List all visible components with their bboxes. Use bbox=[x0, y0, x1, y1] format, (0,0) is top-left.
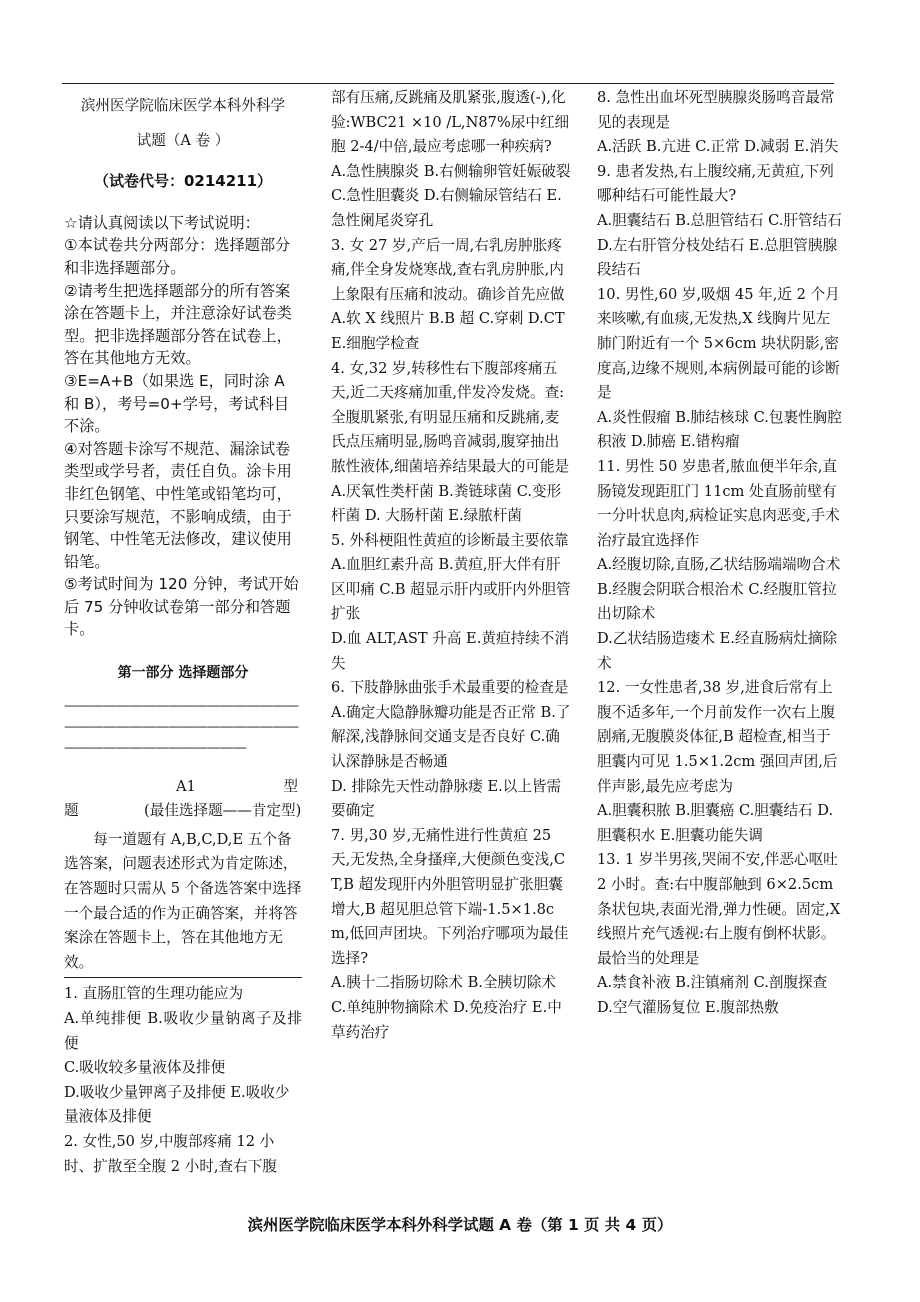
question-options: A.禁食补液 B.注镇痛剂 C.剖腹探查 D.空气灌肠复位 E.腹部热敷 bbox=[597, 974, 828, 1016]
page-footer: 滨州医学院临床医学本科外科学试题 A 卷（第 1 页 共 4 页） bbox=[247, 1216, 673, 1234]
question-stem: 4. 女,32 岁,转移性右下腹部疼痛五天,近二天疼痛加重,伴发冷发烧。查:全腹肌紧张,有明显压痛和反跳痛,麦氏点压痛明显,肠鸣音减弱,腹穿抽出脓性液体,细菌培养结果最大的可能是 bbox=[331, 359, 570, 475]
question-stem: 1. 直肠肛管的生理功能应为 bbox=[64, 985, 244, 1003]
part1-title: 第一部分 选择题部分 bbox=[117, 665, 249, 682]
question-options: A.厌氧性类杆菌 B.粪链球菌 C.变形杆菌 D. 大肠杆菌 E.绿脓杆菌 bbox=[331, 482, 562, 525]
school-title: 滨州医学院临床医学本科外科学 bbox=[80, 97, 286, 114]
question-options: A.胆囊积脓 B.胆囊癌 C.胆囊结石 D.胆囊积水 E.胆囊功能失调 bbox=[597, 802, 834, 844]
question-options: A.活跃 B.亢进 C.正常 D.减弱 E.消失 bbox=[597, 138, 839, 156]
section-instruction: 每一道题有 A,B,C,D,E 五个备选答案，问题表述形式为肯定陈述，在答题时只需从 5 个备选答案中选择一个最合适的作为正确答案，并将答案涂在答题卡上，答在其他地方无效。 bbox=[64, 830, 302, 971]
question-stem: 12. 一女性患者,38 岁,进食后常有上腹不适多年,一个月前发作一次右上腹剧痛,无腹膜炎体征,B 超检查,相当于胆囊内可见 1.5×1.2cm 强回声团,后伴声影,最先应考虑为 bbox=[597, 679, 838, 795]
question-options: D.乙状结肠造瘘术 E.经直肠病灶摘除术 bbox=[597, 630, 838, 672]
header-rule bbox=[62, 83, 834, 84]
dash-line: —————————————— bbox=[64, 739, 246, 756]
instruction-item: ④对答题卡涂写不规范、漏涂试卷类型或学号者，责任自负。涂卡用非红色钢笔、中性笔或铅笔均可，只要涂写规范，不影响成绩，由于钢笔、中性笔无法修改，建议使用铅笔。 bbox=[64, 439, 292, 571]
question-stem: 7. 男,30 岁,无痛性进行性黄疸 25 天,无发热,全身搔痒,大便颜色变浅,CT,B 超发现肝内外胆管明显扩张胆囊增大,B 超见胆总管下端-1.5×1.8cm,低回声团块。下列治疗哪项为最佳选择? bbox=[331, 826, 569, 967]
question-options: A.软 X 线照片 B.B 超 C.穿刺 D.CT E.细胞学检查 bbox=[331, 310, 565, 352]
question-stem: 6. 下肢静脉曲张手术最重要的检查是 bbox=[331, 679, 569, 697]
column-right bbox=[597, 86, 843, 1021]
question-options: A.经腹切除,直肠,乙状结肠端端吻合术 B.经腹会阴联合根治术 C.经腹肛管拉出切除术 bbox=[597, 556, 841, 623]
instruction-item: ①本试卷共分两部分：选择题部分和非选择题部分。 bbox=[64, 236, 291, 277]
section-divider bbox=[64, 977, 302, 978]
section-type-word: 题 bbox=[64, 802, 79, 820]
instruction-item: ③E=A+B（如果选 E，同时涂 A 和 B），考号=0+学号，考试科目不涂。 bbox=[64, 371, 290, 436]
section-desc: (最佳选择题——肯定型) bbox=[144, 802, 302, 820]
instruction-item: ⑤考试时间为 120 分钟，考试开始后 75 分钟收试卷第一部分和答题卡。 bbox=[64, 575, 299, 639]
column-middle bbox=[331, 86, 571, 1045]
question-options: A.单纯排便 B.吸收少量钠离子及排便 bbox=[64, 1010, 302, 1052]
dash-line: —————————————————— bbox=[64, 718, 298, 735]
answer-dash-lines bbox=[64, 696, 302, 759]
paper-title: 试题（A 卷 ） bbox=[136, 131, 230, 149]
question-options: A.确定大隐静脉瓣功能是否正常 B.了解深,浅静脉间交通支是否良好 C.确认深静脉是否畅通 bbox=[331, 703, 571, 771]
section-label: A1 bbox=[176, 777, 196, 795]
section-a1-header bbox=[64, 775, 302, 824]
instruction-heading: ☆请认真阅读以下考试说明： bbox=[64, 213, 260, 232]
exam-instructions bbox=[64, 212, 302, 641]
question-options: A.胰十二指肠切除术 B.全胰切除术 C.单纯肿物摘除术 D.免疫治疗 E.中草药治疗 bbox=[331, 974, 562, 1041]
question-options: D.吸收少量钾离子及排便 E.吸收少量液体及排便 bbox=[64, 1083, 290, 1126]
question-stem: 5. 外科梗阻性黄疸的诊断最主要依靠 bbox=[331, 531, 569, 549]
instruction-item: ②请考生把选择题部分的所有答案涂在答题卡上，并注意涂好试卷类型。把非选择题部分答在试卷上，答在其他地方无效。 bbox=[64, 281, 292, 368]
question-stem: 9. 患者发热,右上腹绞痛,无黄疸,下列哪种结石可能性最大? bbox=[597, 162, 834, 205]
question-options: A.炎性假瘤 B.肺结核球 C.包裹性胸腔积液 D.肺癌 E.错构瘤 bbox=[597, 408, 842, 451]
question-options: D.血 ALT,AST 升高 E.黄疸持续不消失 bbox=[331, 630, 569, 672]
question-stem: 10. 男性,60 岁,吸烟 45 年,近 2 个月来咳嗽,有血痰,无发热,X 线胸片见左肺门附近有一个 5×6cm 块状阴影,密度高,边缘不规则,本病例最可能的诊断是 bbox=[597, 285, 840, 402]
question-options: A.血胆红素升高 B.黄疸,肝大伴有肝区叩痛 C.B 超显示肝内或肝内外胆管扩张 bbox=[331, 556, 571, 623]
question-options: D. 排除先天性动静脉瘘 E.以上皆需要确定 bbox=[331, 777, 562, 820]
question-options: A.急性胰腺炎 B.右侧输卵管妊娠破裂 C.急性胆囊炎 D.右侧输尿管结石 E.急性阑尾炎穿孔 bbox=[331, 162, 571, 229]
column-left bbox=[64, 86, 302, 1179]
paper-code: （试卷代号：0214211） bbox=[93, 172, 273, 191]
question-options: A.胆囊结石 B.总胆管结石 C.肝管结石 D.左右肝管分枝处结石 E.总胆管胰腺段结石 bbox=[597, 211, 842, 279]
question-stem: 部有压痛,反跳痛及肌紧张,腹透(-),化验:WBC21 ×10 /L,N87%尿中红细胞 2-4/中倍,最应考虑哪一种疾病? bbox=[331, 89, 570, 156]
question-options: C.吸收较多量液体及排便 bbox=[64, 1059, 226, 1077]
section-type-suffix: 型 bbox=[283, 777, 298, 795]
question-stem: 11. 男性 50 岁患者,脓血便半年余,直肠镜发现距肛门 11cm 处直肠前壁有一分叶状息肉,病检证实息肉恶变,手术治疗最宜选择作 bbox=[597, 457, 840, 549]
dash-line: —————————————————— bbox=[64, 697, 298, 714]
question-stem: 2. 女性,50 岁,中腹部疼痛 12 小时、扩散至全腹 2 小时,查右下腹 bbox=[64, 1132, 277, 1175]
question-stem: 3. 女 27 岁,产后一周,右乳房肿胀疼痛,伴全身发烧寒战,查右乳房肿胀,内上象限有压痛和波动。确诊首先应做 bbox=[331, 236, 565, 303]
question-stem: 8. 急性出血坏死型胰腺炎肠鸣音最常见的表现是 bbox=[597, 89, 835, 131]
question-stem: 13. 1 岁半男孩,哭闹不安,伴恶心呕吐 2 小时。查:右中腹部触到 6×2.5cm 条状包块,表面光滑,弹力性硬。固定,X 线照片充气透视:右上腹有倒杯状影。最恰当的处理是 bbox=[597, 851, 841, 967]
